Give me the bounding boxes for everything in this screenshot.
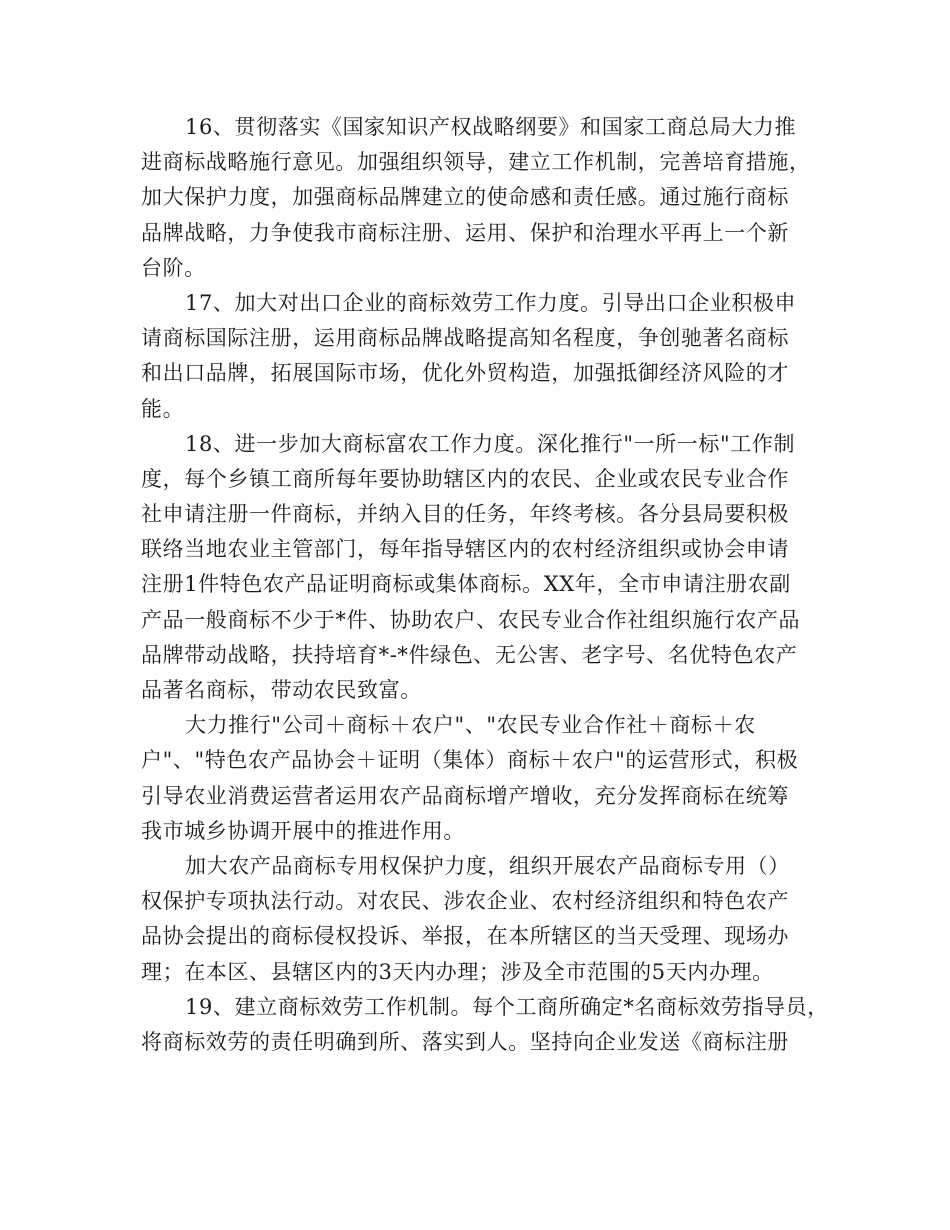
text-line: 品牌战略，力争使我市商标注册、运用、保护和治理水平再上一个新 xyxy=(141,220,789,245)
text-line: 请商标国际注册，运用商标品牌战略提高知名程度，争创驰著名商标 xyxy=(141,326,789,351)
text-line: 产品一般商标不少于*件、协助农户、农民专业合作社组织施行农产品 xyxy=(141,607,801,632)
text-line: 和出口品牌，拓展国际市场，优化外贸构造，加强抵御经济风险的才 xyxy=(141,361,789,386)
text-line: 社申请注册一件商标，并纳入目的任务，年终考核。各分县局要积极 xyxy=(141,502,789,527)
text-line: 加大农产品商标专用权保护力度，组织开展农产品商标专用（） xyxy=(185,853,790,878)
text-line: 16、贯彻落实《国家知识产权战略纲要》和国家工商总局大力推 xyxy=(185,115,797,139)
text-line: 进商标战略施行意见。加强组织领导，建立工作机制，完善培育措施， xyxy=(141,150,811,175)
text-line: 权保护专项执法行动。对农民、涉农企业、农村经济组织和特色农产 xyxy=(141,889,789,914)
text-line: 度，每个乡镇工商所每年要协助辖区内的农民、企业或农民专业合作 xyxy=(141,466,789,491)
text-line: 台阶。 xyxy=(141,255,206,280)
text-line: 引导农业消费运营者运用农产品商标增产增收，充分发挥商标在统筹 xyxy=(141,783,789,808)
document-body xyxy=(141,110,829,1060)
text-line: 品牌带动战略，扶持培育*-*件绿色、无公害、老字号、名优特色农产 xyxy=(141,642,798,667)
text-line: 19、建立商标效劳工作机制。每个工商所确定*名商标效劳指导员， xyxy=(185,994,829,1019)
text-line: 品协会提出的商标侵权投诉、举报，在本所辖区的当天受理、现场办 xyxy=(141,924,789,949)
text-line: 理；在本区、县辖区内的3天内办理；涉及全市范围的5天内办理。 xyxy=(141,959,774,984)
text-line: 户"、"特色农产品协会＋证明（集体）商标＋农户"的运营形式，积极 xyxy=(141,748,799,773)
text-line: 18、进一步加大商标富农工作力度。深化推行"一所一标"工作制 xyxy=(185,431,796,456)
text-line: 注册1件特色农产品证明商标或集体商标。XX年，全市申请注册农副 xyxy=(141,572,791,597)
text-line: 大力推行"公司＋商标＋农户"、"农民专业合作社＋商标＋农 xyxy=(185,713,756,738)
text-line: 我市城乡协调开展中的推进作用。 xyxy=(141,818,465,843)
text-line: 17、加大对出口企业的商标效劳工作力度。引导出口企业积极申 xyxy=(185,290,797,315)
text-line: 能。 xyxy=(141,396,185,421)
text-line: 加大保护力度，加强商标品牌建立的使命感和责任感。通过施行商标 xyxy=(141,185,789,210)
text-line: 联络当地农业主管部门，每年指导辖区内的农村经济组织或协会申请 xyxy=(141,537,789,562)
text-line: 品著名商标，带动农民致富。 xyxy=(141,678,422,702)
text-line: 将商标效劳的责任明确到所、落实到人。坚持向企业发送《商标注册 xyxy=(141,1029,789,1054)
